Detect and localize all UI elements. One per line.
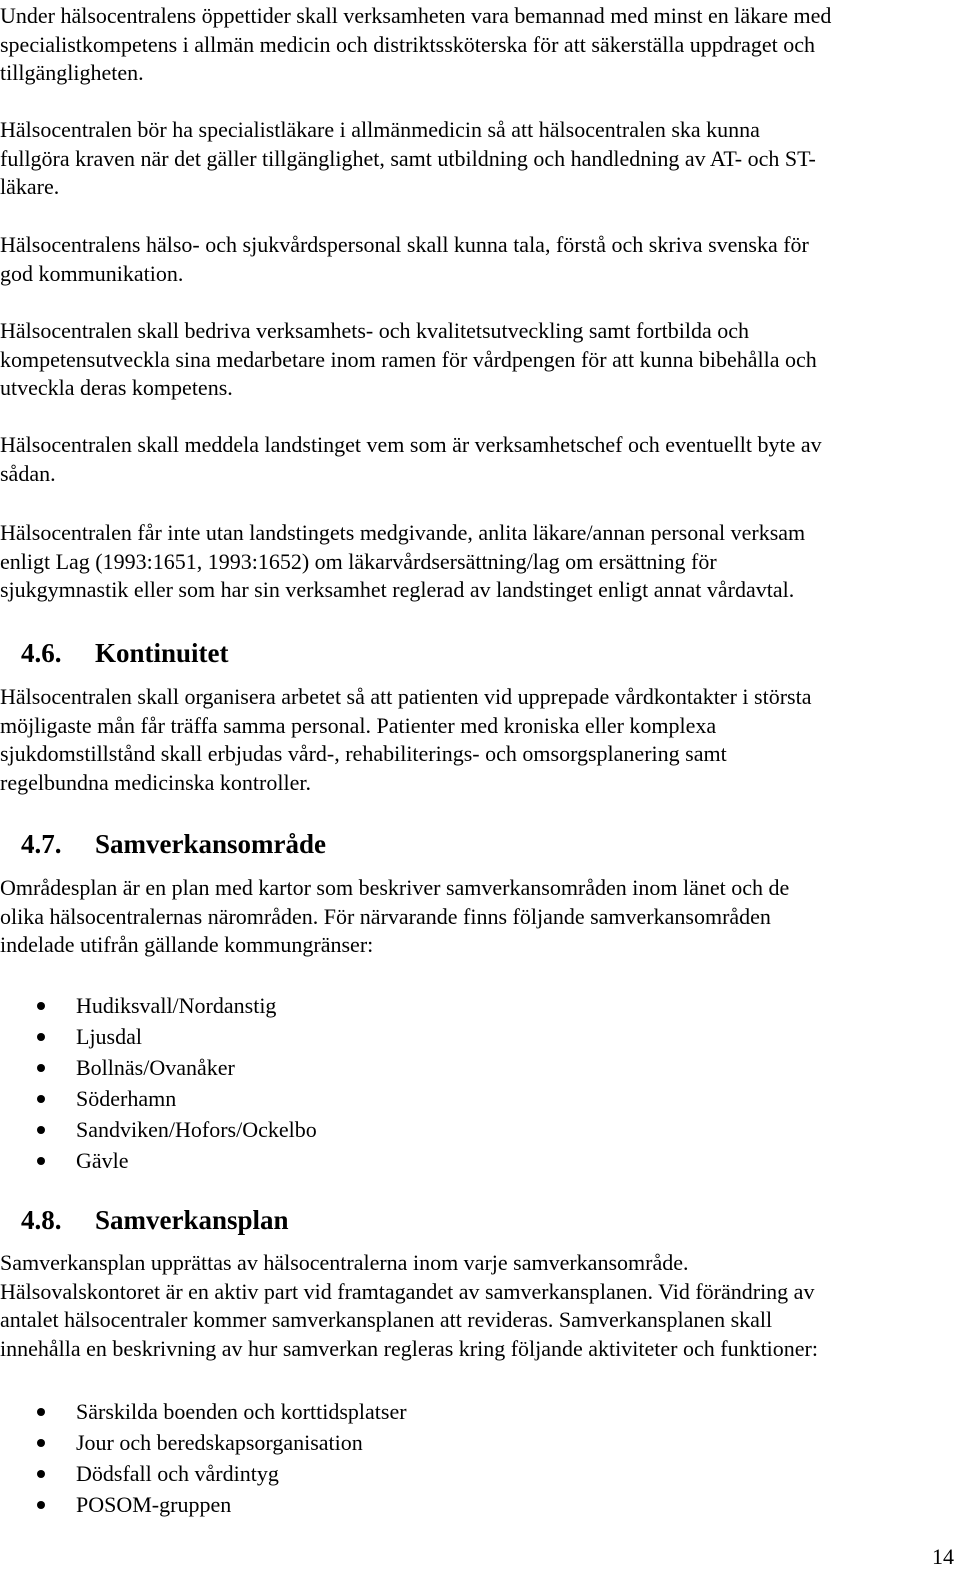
section-number: 4.6. — [21, 638, 62, 668]
list-item — [0, 1083, 317, 1114]
text-line: Hälsocentralen bör ha specialistläkare i allmänmedicin så att hälsocentralen ska kunna — [0, 117, 760, 142]
paragraph-specialists — [0, 116, 956, 202]
text-line: specialistkompetens i allmän medicin och distriktssköterska för att säkerställa uppdraget och — [0, 31, 815, 57]
section-title: Samverkansplan — [95, 1205, 289, 1235]
paragraph-language — [0, 231, 956, 288]
list-item — [0, 1396, 407, 1427]
list-item-label: Dödsfall och vårdintyg — [76, 1461, 279, 1486]
text-line: indelade utifrån gällande kommungränser: — [0, 932, 374, 957]
list-item — [0, 1145, 317, 1176]
section-title: Kontinuitet — [95, 638, 229, 668]
bullet-list-areas — [0, 990, 317, 1176]
section-title: Samverkansområde — [95, 829, 326, 859]
page-number: 14 — [932, 1544, 954, 1569]
text-line: Hälsocentralens hälso- och sjukvårdspersonal skall kunna tala, förstå och skriva svenska för — [0, 232, 809, 257]
text-line: innehålla en beskrivning av hur samverkan regleras kring följande aktiviteter och funktioner: — [0, 1335, 818, 1361]
paragraph-development — [0, 317, 956, 403]
bullet-icon — [37, 1002, 45, 1010]
list-item — [0, 1114, 317, 1145]
list-item — [0, 1052, 317, 1083]
text-line: Samverkansplan upprättas av hälsocentralerna inom varje samverkansområde. — [0, 1250, 689, 1275]
bullet-list-activities — [0, 1396, 407, 1520]
bullet-icon — [37, 1408, 45, 1416]
paragraph-area-plan — [0, 874, 956, 960]
bullet-icon — [37, 1439, 45, 1447]
text-line: enligt Lag (1993:1651, 1993:1652) om läkarvårdsersättning/lag om ersättning för — [0, 548, 717, 574]
list-item-label: Ljusdal — [76, 1024, 142, 1049]
text-line: Områdesplan är en plan med kartor som beskriver samverkansområden inom länet och de — [0, 875, 790, 900]
text-line: Under hälsocentralens öppettider skall verksamheten vara bemannad med minst en läkare med — [0, 3, 832, 28]
text-line: god kommunikation. — [0, 260, 184, 286]
list-item-label: Hudiksvall/Nordanstig — [76, 993, 277, 1018]
paragraph-continuity — [0, 683, 956, 797]
text-line: sådan. — [0, 460, 56, 486]
text-line: kompetensutveckla sina medarbetare inom ramen för vårdpengen för att kunna bibehålla och — [0, 346, 817, 372]
text-line: möjligaste mån får träffa samma personal. Patienter med kroniska eller komplexa — [0, 712, 717, 738]
list-item-label: Särskilda boenden och korttidsplatser — [76, 1399, 407, 1424]
text-line: Hälsocentralen skall meddela landstinget vem som är verksamhetschef och eventuellt byte av — [0, 432, 822, 457]
text-line: sjukgymnastik eller som har sin verksamhet reglerad av landstinget enligt annat vårdavtal. — [0, 577, 795, 602]
text-line: sjukdomstillstånd skall erbjudas vård-, rehabiliterings- och omsorgsplanering samt — [0, 741, 727, 766]
text-line: läkare. — [0, 174, 60, 199]
bullet-icon — [37, 1126, 45, 1134]
list-item — [0, 1427, 407, 1458]
bullet-icon — [37, 1157, 45, 1165]
bullet-icon — [37, 1064, 45, 1072]
section-number: 4.8. — [21, 1205, 62, 1235]
paragraph-manager — [0, 431, 956, 488]
paragraph-staffing — [0, 2, 956, 88]
paragraph-cooperation-plan — [0, 1249, 956, 1363]
section-number: 4.7. — [21, 829, 62, 859]
list-item — [0, 1489, 407, 1520]
bullet-icon — [37, 1501, 45, 1509]
list-item — [0, 1458, 407, 1489]
list-item-label: Bollnäs/Ovanåker — [76, 1055, 235, 1080]
list-item-label: Gävle — [76, 1148, 129, 1173]
text-line: olika hälsocentralernas närområden. För närvarande finns följande samverkansområden — [0, 903, 771, 929]
bullet-icon — [37, 1033, 45, 1041]
list-item-label: Sandviken/Hofors/Ockelbo — [76, 1117, 317, 1142]
text-line: antalet hälsocentraler kommer samverkansplanen att revideras. Samverkansplanen skall — [0, 1307, 773, 1332]
paragraph-hiring — [0, 519, 956, 605]
text-line: tillgängligheten. — [0, 60, 144, 85]
list-item — [0, 990, 317, 1021]
text-line: fullgöra kraven när det gäller tillgänglighet, samt utbildning och handledning av AT- och ST- — [0, 145, 816, 171]
text-line: Hälsovalskontoret är en aktiv part vid framtagandet av samverkansplanen. Vid förändring av — [0, 1278, 815, 1304]
text-line: utveckla deras kompetens. — [0, 375, 233, 400]
list-item-label: Söderhamn — [76, 1086, 177, 1111]
list-item-label: POSOM-gruppen — [76, 1492, 232, 1517]
bullet-icon — [37, 1095, 45, 1103]
list-item-label: Jour och beredskapsorganisation — [76, 1430, 363, 1455]
text-line: Hälsocentralen skall bedriva verksamhets- och kvalitetsutveckling samt fortbilda och — [0, 318, 749, 343]
text-line: Hälsocentralen får inte utan landstingets medgivande, anlita läkare/annan personal verksam — [0, 520, 806, 545]
list-item — [0, 1021, 317, 1052]
text-line: regelbundna medicinska kontroller. — [0, 769, 311, 795]
bullet-icon — [37, 1470, 45, 1478]
text-line: Hälsocentralen skall organisera arbetet så att patienten vid upprepade vårdkontakter i största — [0, 684, 812, 709]
